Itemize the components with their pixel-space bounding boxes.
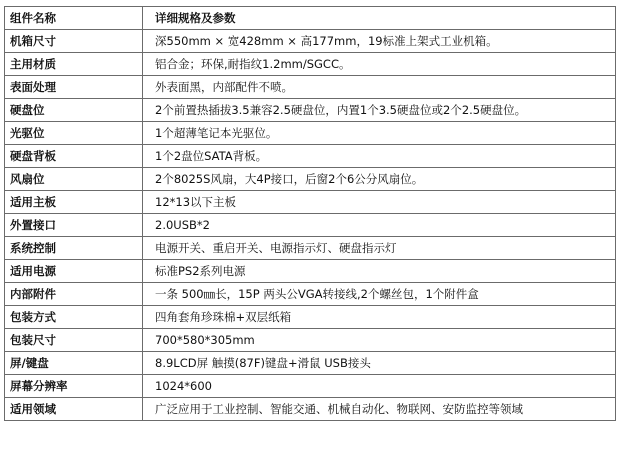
table-row — [5, 375, 616, 398]
table-row — [5, 398, 616, 421]
row-value: 一条 500㎜长，15P 两头公VGA转接线,2个螺丝包，1个附件盒 — [143, 283, 616, 306]
row-key: 硬盘位 — [5, 99, 143, 122]
table-row — [5, 99, 616, 122]
row-value: 2个前置热插拔3.5兼容2.5硬盘位，内置1个3.5硬盘位或2个2.5硬盘位。 — [143, 99, 616, 122]
row-value: 2.0USB*2 — [143, 214, 616, 237]
row-key: 机箱尺寸 — [5, 30, 143, 53]
row-key: 系统控制 — [5, 237, 143, 260]
row-value: 铝合金；环保,耐指纹1.2mm/SGCC。 — [143, 53, 616, 76]
row-value: 广泛应用于工业控制、智能交通、机械自动化、物联网、安防监控等领域 — [143, 398, 616, 421]
table-row — [5, 329, 616, 352]
row-value: 12*13以下主板 — [143, 191, 616, 214]
spec-table — [4, 6, 616, 421]
row-key: 内部附件 — [5, 283, 143, 306]
table-row — [5, 283, 616, 306]
table-row — [5, 260, 616, 283]
table-row — [5, 352, 616, 375]
row-key: 包装尺寸 — [5, 329, 143, 352]
row-key: 屏幕分辨率 — [5, 375, 143, 398]
row-value: 电源开关、重启开关、电源指示灯、硬盘指示灯 — [143, 237, 616, 260]
table-header-row — [5, 7, 616, 30]
row-value: 外表面黑，内部配件不喷。 — [143, 76, 616, 99]
table-row — [5, 237, 616, 260]
row-key: 主用材质 — [5, 53, 143, 76]
table-row — [5, 168, 616, 191]
row-value: 2个8025S风扇，大4P接口，后窗2个6公分风扇位。 — [143, 168, 616, 191]
row-key: 表面处理 — [5, 76, 143, 99]
row-key: 硬盘背板 — [5, 145, 143, 168]
row-key: 屏/键盘 — [5, 352, 143, 375]
row-key: 适用主板 — [5, 191, 143, 214]
row-key: 外置接口 — [5, 214, 143, 237]
header-component-name: 组件名称 — [5, 7, 143, 30]
table-row — [5, 76, 616, 99]
row-key: 包装方式 — [5, 306, 143, 329]
row-value: 8.9LCD屏 触摸(87F)键盘+滑鼠 USB接头 — [143, 352, 616, 375]
row-key: 适用领域 — [5, 398, 143, 421]
table-row — [5, 53, 616, 76]
header-spec-details: 详细规格及参数 — [143, 7, 616, 30]
row-key: 适用电源 — [5, 260, 143, 283]
table-row — [5, 214, 616, 237]
row-key: 光驱位 — [5, 122, 143, 145]
table-row — [5, 145, 616, 168]
row-value: 700*580*305mm — [143, 329, 616, 352]
table-row — [5, 30, 616, 53]
row-value: 1024*600 — [143, 375, 616, 398]
table-row — [5, 122, 616, 145]
row-value: 深550mm × 宽428mm × 高177mm，19标准上架式工业机箱。 — [143, 30, 616, 53]
row-value: 1个超薄笔记本光驱位。 — [143, 122, 616, 145]
row-value: 1个2盘位SATA背板。 — [143, 145, 616, 168]
row-value: 标准PS2系列电源 — [143, 260, 616, 283]
row-key: 风扇位 — [5, 168, 143, 191]
table-row — [5, 191, 616, 214]
table-row — [5, 306, 616, 329]
row-value: 四角套角珍珠棉+双层纸箱 — [143, 306, 616, 329]
